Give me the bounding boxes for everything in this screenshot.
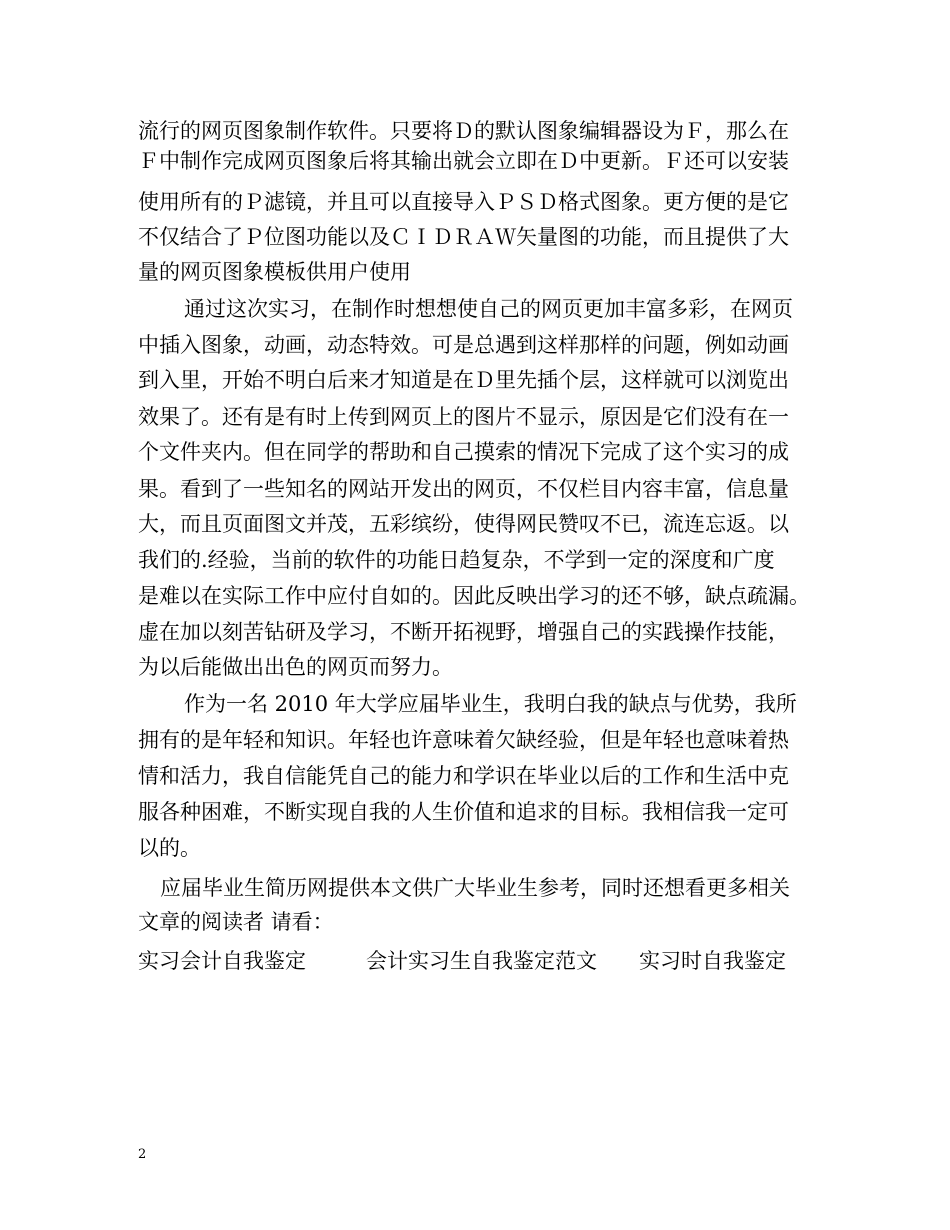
paragraph-2-line-10: 虚在加以刻苦钻研及学习，不断开拓视野，增强自己的实践操作技能， <box>138 620 789 644</box>
paragraph-2-line-4: 效果了。还有是有时上传到网页上的图片不显示，原因是它们没有在一 <box>138 405 789 429</box>
paragraph-3-line-4: 服各种困难，不断实现自我的人生价值和追求的目标。我相信我一定可 <box>138 800 789 824</box>
page-number: 2 <box>138 1147 147 1162</box>
paragraph-2-line-6: 果。看到了一些知名的网站开发出的网页，不仅栏目内容丰富，信息量 <box>138 477 789 501</box>
paragraph-1-line-2: Ｆ中制作完成网页图象后将其输出就会立即在Ｄ中更新。Ｆ还可以安装 <box>138 149 789 173</box>
paragraph-2-line-2: 中插入图象，动画，动态特效。可是总遇到这样那样的问题，例如动画 <box>138 333 789 357</box>
related-link-accounting-internship[interactable]: 实习会计自我鉴定 <box>138 949 306 973</box>
paragraph-2-line-11: 为以后能做出出色的网页而努力。 <box>138 655 453 679</box>
paragraph-1-line-1: 流行的网页图象制作软件。只要将Ｄ的默认图象编辑器设为Ｆ，那么在 <box>138 119 789 143</box>
paragraph-2-line-7: 大，而且页面图文并茂，五彩缤纷，使得网民赞叹不已，流连忘返。以 <box>138 512 789 536</box>
paragraph-3-line-2: 拥有的是年轻和知识。年轻也许意味着欠缺经验，但是年轻也意味着热 <box>138 728 789 752</box>
paragraph-3-line-1: 作为一名 2010 年大学应届毕业生，我明白我的缺点与优势，我所 <box>184 692 797 716</box>
paragraph-4-line-2: 文章的阅读者 请看： <box>138 910 334 934</box>
related-link-internship-self-appraisal[interactable]: 实习时自我鉴定 <box>639 949 786 973</box>
paragraph-2-line-5: 个文件夹内。但在同学的帮助和自己摸索的情况下完成了这个实习的成 <box>138 440 789 464</box>
paragraph-1-line-4: 不仅结合了Ｐ位图功能以及ＣＩＤＲＡＷ矢量图的功能，而且提供了大 <box>138 225 789 249</box>
paragraph-2-line-3: 到入里，开始不明白后来才知道是在Ｄ里先插个层，这样就可以浏览出 <box>138 368 789 392</box>
paragraph-3-line-5: 以的。 <box>138 836 201 860</box>
paragraph-1-line-3: 使用所有的Ｐ滤镜，并且可以直接导入ＰＳＤ格式图象。更方便的是它 <box>138 190 789 214</box>
paragraph-2-line-9: 是难以在实际工作中应付自如的。因此反映出学习的还不够，缺点疏漏。 <box>138 584 810 608</box>
paragraph-1-line-5: 量的网页图象模板供用户使用 <box>138 260 411 284</box>
paragraph-2-line-1: 通过这次实习，在制作时想想使自己的网页更加丰富多彩，在网页 <box>184 297 793 321</box>
related-link-accounting-intern-sample[interactable]: 会计实习生自我鉴定范文 <box>366 949 597 973</box>
paragraph-2-line-8: 我们的.经验，当前的软件的功能日趋复杂，不学到一定的深度和广度 <box>138 548 775 572</box>
paragraph-3-line-3: 情和活力，我自信能凭自己的能力和学识在毕业以后的工作和生活中克 <box>138 764 789 788</box>
paragraph-4-line-1: 应届毕业生简历网提供本文供广大毕业生参考，同时还想看更多相关 <box>160 876 790 900</box>
